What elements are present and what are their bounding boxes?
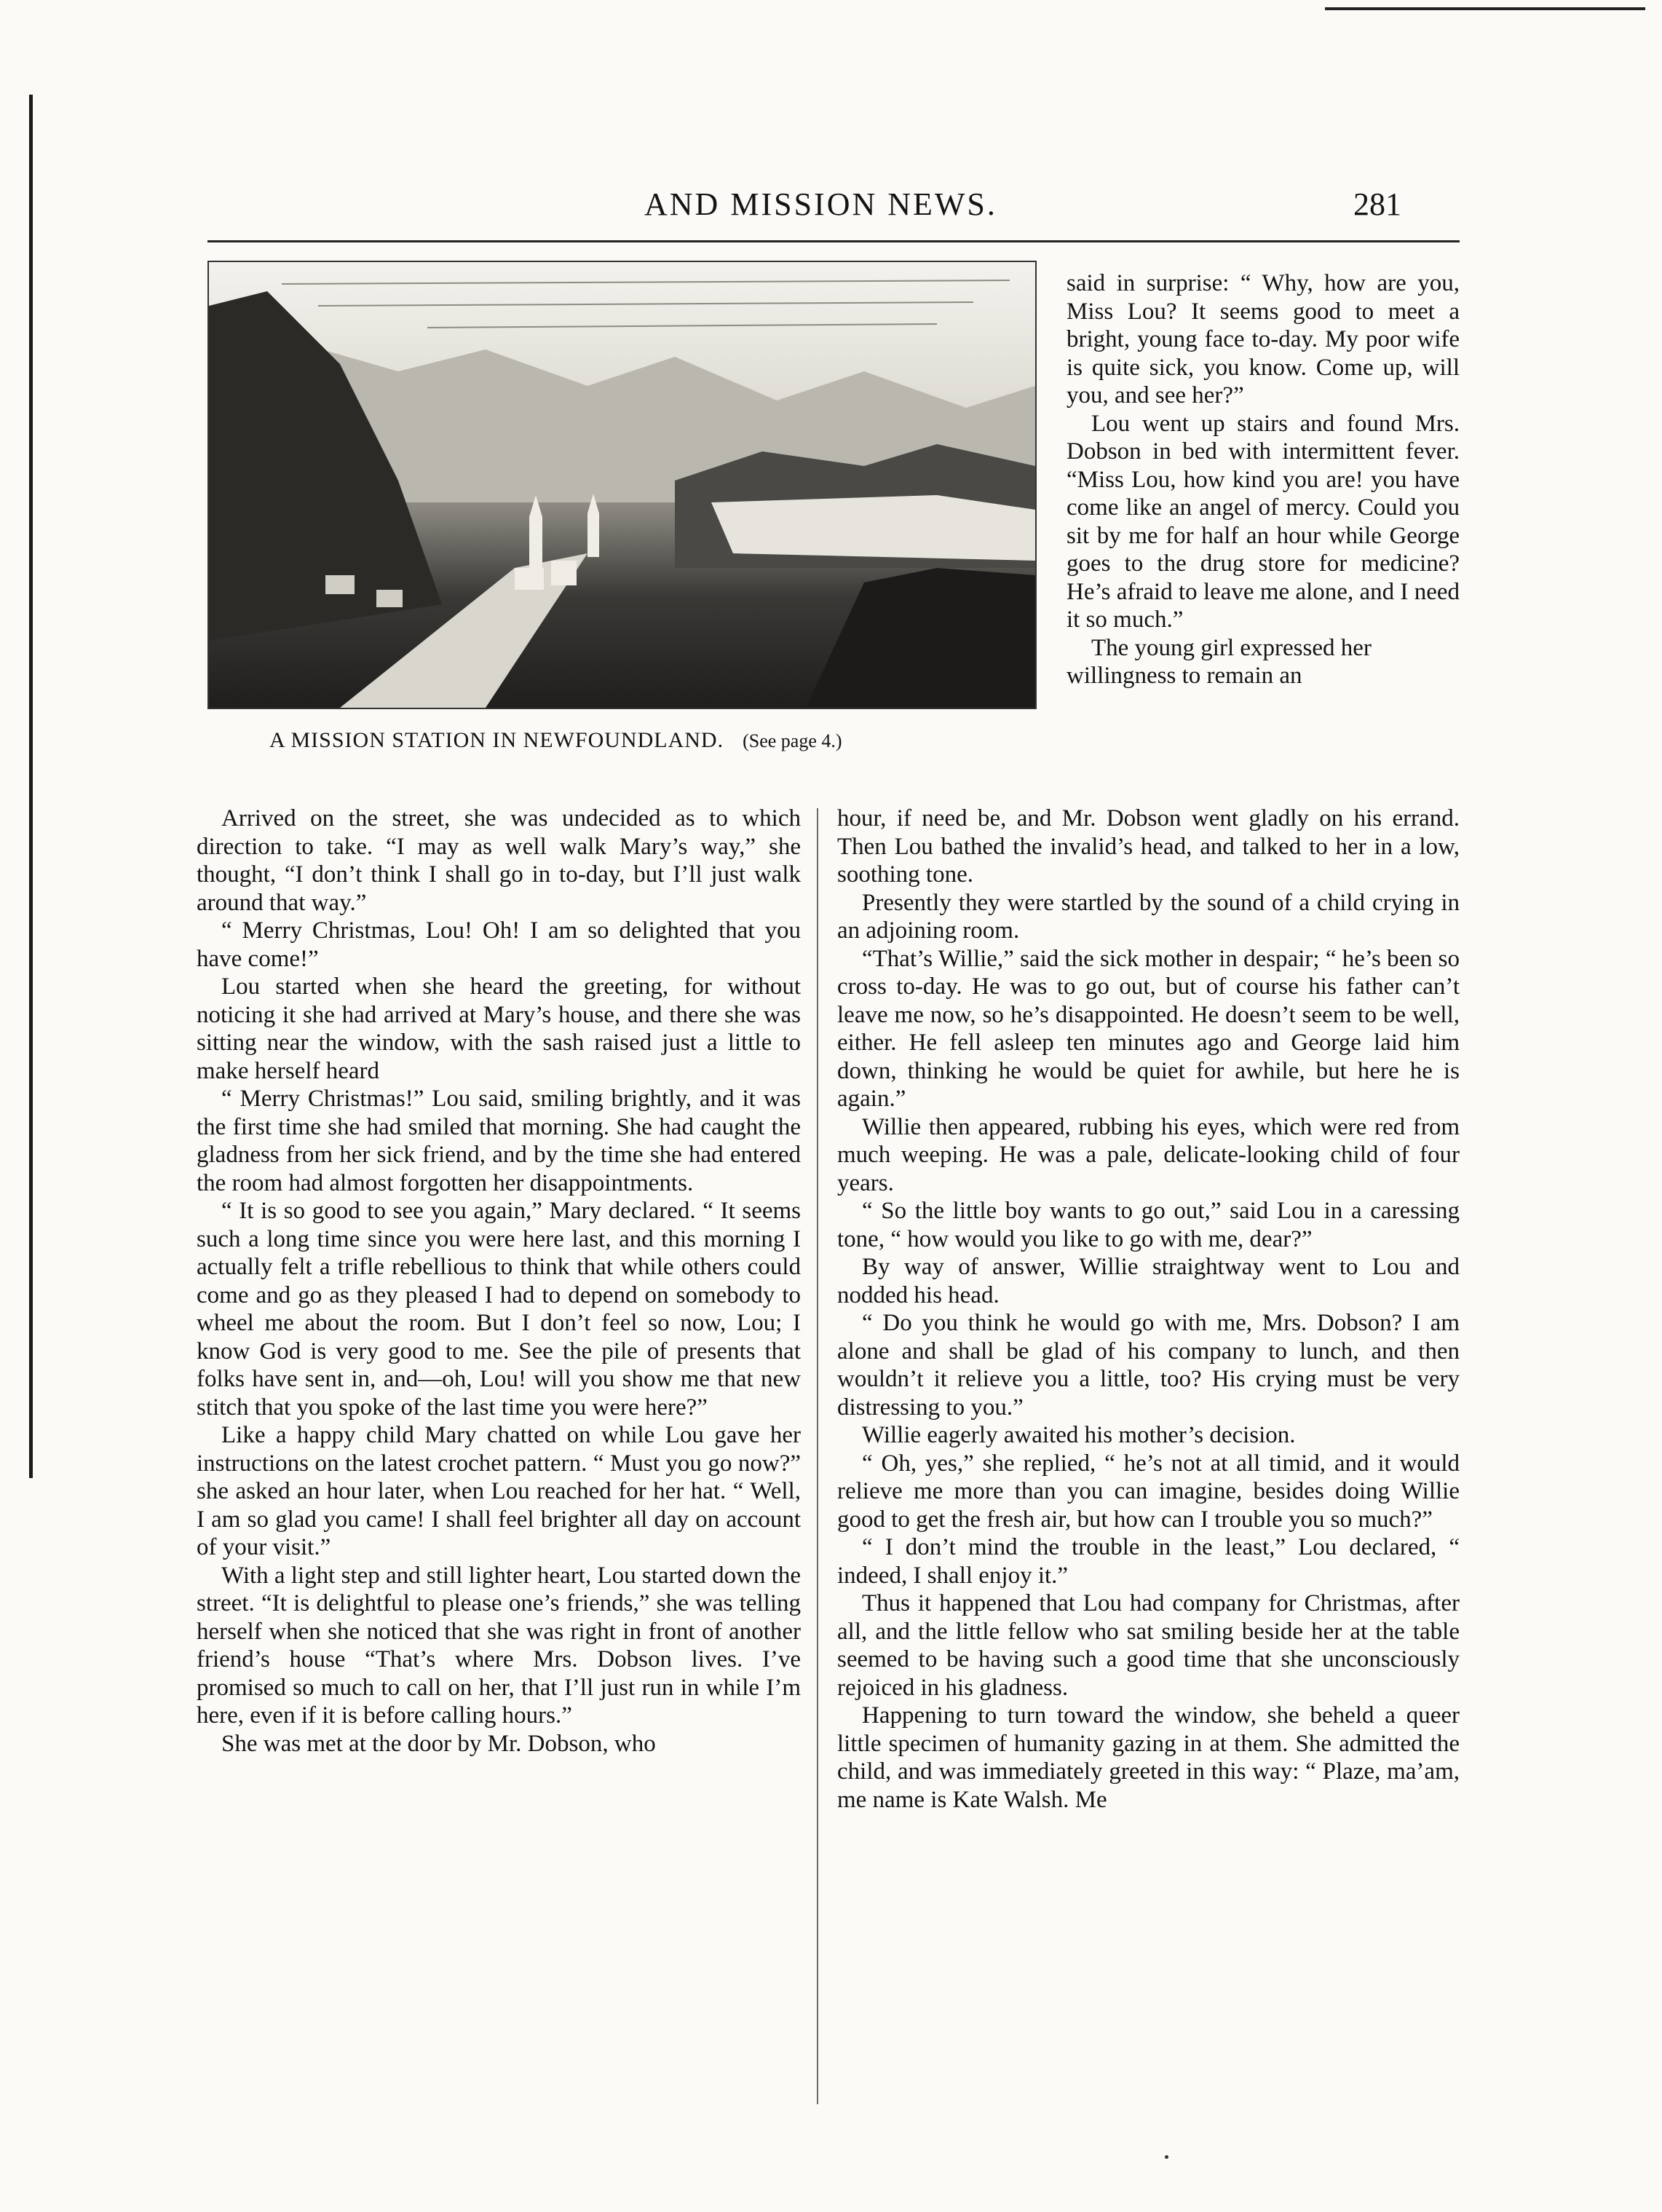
left-column	[197, 805, 801, 1758]
figure-caption	[269, 728, 997, 753]
paragraph: Willie then appeared, rubbing his eyes, which were red from much weeping. He was a pale, delicate-looking child of four years.	[837, 1113, 1460, 1196]
column-divider	[817, 808, 818, 2104]
paragraph: said in surprise: “ Why, how are you, Miss Lou? It seems good to meet a bright, young face to-day. My poor wife is quite sick, you know. Come up, will you, and see her?”	[1067, 270, 1460, 408]
paragraph: Like a happy child Mary chatted on while Lou gave her instructions on the latest crochet pattern. “ Must you go now?” she asked an hour later, when Lou reached for her hat. “ Well, I am so glad you came! I shall feel brighter all day on account of your visit.”	[197, 1422, 801, 1560]
paragraph: “ Oh, yes,” she replied, “ he’s not at all timid, and it would relieve me more than you can imagine, besides doing Willie good to get the fresh air, but how can I trouble you so much?”	[837, 1450, 1460, 1533]
paragraph: Lou started when she heard the greeting, for without noticing it she had arrived at Mary’s house, and there she was sitting near the window, with the sash raised just a little to make herself heard	[197, 973, 801, 1084]
running-title: AND MISSION NEWS.	[644, 186, 997, 222]
caption-text: A MISSION STATION IN NEWFOUNDLAND.	[269, 728, 724, 752]
mission-station-landscape-engraving	[209, 262, 1035, 708]
right-column-top	[1067, 269, 1460, 690]
right-column	[837, 805, 1460, 1814]
top-edge-rule	[1325, 7, 1645, 10]
paragraph: Arrived on the street, she was undecided as to which direction to take. “I may as well walk Mary’s way,” she thought, “I don’t think I shall go in to-day, but I’ll just walk around that way.”	[197, 805, 801, 916]
paragraph: Willie eagerly awaited his mother’s decision.	[862, 1422, 1296, 1448]
paragraph: With a light step and still lighter heart, Lou started down the street. “It is delightful to please one’s friends,” she was telling herself when she noticed that she was right in front of another friend’s house “That’s where Mrs. Dobson lives. I’ve promised so much to call on her, that I’ll just run in while I’m here, even if it is before calling hours.”	[197, 1562, 801, 1729]
header-rule	[207, 240, 1460, 242]
page-number: 281	[1353, 186, 1401, 222]
paragraph: “ Do you think he would go with me, Mrs. Dobson? I am alone and shall be glad of his company to lunch, and then wouldn’t it relieve you a little, too? His crying must be very distressing to you.”	[837, 1310, 1460, 1421]
engraving-illustration	[207, 261, 1037, 709]
paragraph: “ I don’t mind the trouble in the least,” Lou declared, “ indeed, I shall enjoy it.”	[837, 1534, 1460, 1589]
paragraph: “ It is so good to see you again,” Mary declared. “ It seems such a long time since you were here last, and this morning I actually felt a trifle rebellious to think that while others could come and go as they pleased I had to depend on somebody to wheel me about the room. But I don’t feel so now, Lou; I know God is very good to me. See the pile of presents that folks have sent in, and—oh, Lou! will you show me that new stitch that you spoke of the last time you were here?”	[197, 1198, 801, 1421]
paragraph: hour, if need be, and Mr. Dobson went gladly on his errand. Then Lou bathed the invalid’s head, and talked to her in a low, soothing tone.	[837, 805, 1460, 888]
paragraph: “That’s Willie,” said the sick mother in despair; “ he’s been so cross to-day. He was to go out, but of course his father can’t leave me now, so he’s disappointed. He doesn’t seem to be well, either. He fell asleep ten minutes ago and George laid him down, thinking he would be quiet for awhile, but here he is again.”	[837, 945, 1460, 1112]
paragraph: Presently they were startled by the sound of a child crying in an adjoining room.	[837, 889, 1460, 944]
print-speck	[1165, 2155, 1168, 2159]
paragraph: By way of answer, Willie straightway went to Lou and nodded his head.	[837, 1254, 1460, 1308]
paragraph: “ Merry Christmas, Lou! Oh! I am so delighted that you have come!”	[197, 917, 801, 972]
running-header	[207, 186, 1401, 237]
paragraph: Thus it happened that Lou had company for Christmas, after all, and the little fellow who sat smiling beside her at the table seemed to be having such a good time that she unconsciously rejoiced in his gladness.	[837, 1590, 1460, 1701]
paragraph: The young girl expressed her willingness to remain an	[1067, 634, 1372, 689]
paragraph: “ So the little boy wants to go out,” said Lou in a caressing tone, “ how would you like to go with me, dear?”	[837, 1198, 1460, 1252]
paragraph: Lou went up stairs and found Mrs. Dobson in bed with intermittent fever. “Miss Lou, how kind you are! you have come like an angel of mercy. Could you sit by me for half an hour while George goes to the drug store for medicine? He’s afraid to leave me alone, and I need it so much.”	[1067, 410, 1460, 633]
paragraph: She was met at the door by Mr. Dobson, who	[221, 1730, 656, 1757]
caption-see-note: (See page 4.)	[743, 730, 842, 751]
paragraph: Happening to turn toward the window, she beheld a queer little specimen of humanity gazing in at them. She admitted the child, and was immediately greeted in this way: “ Plaze, ma’am, me name is Kate Walsh. Me	[837, 1702, 1460, 1813]
binding-edge-shadow	[29, 95, 33, 1478]
paragraph: “ Merry Christmas!” Lou said, smiling brightly, and it was the first time she had smiled that morning. She had caught the gladness from her sick friend, and by the time she had entered the room had almost forgotten her disappointments.	[197, 1086, 801, 1196]
